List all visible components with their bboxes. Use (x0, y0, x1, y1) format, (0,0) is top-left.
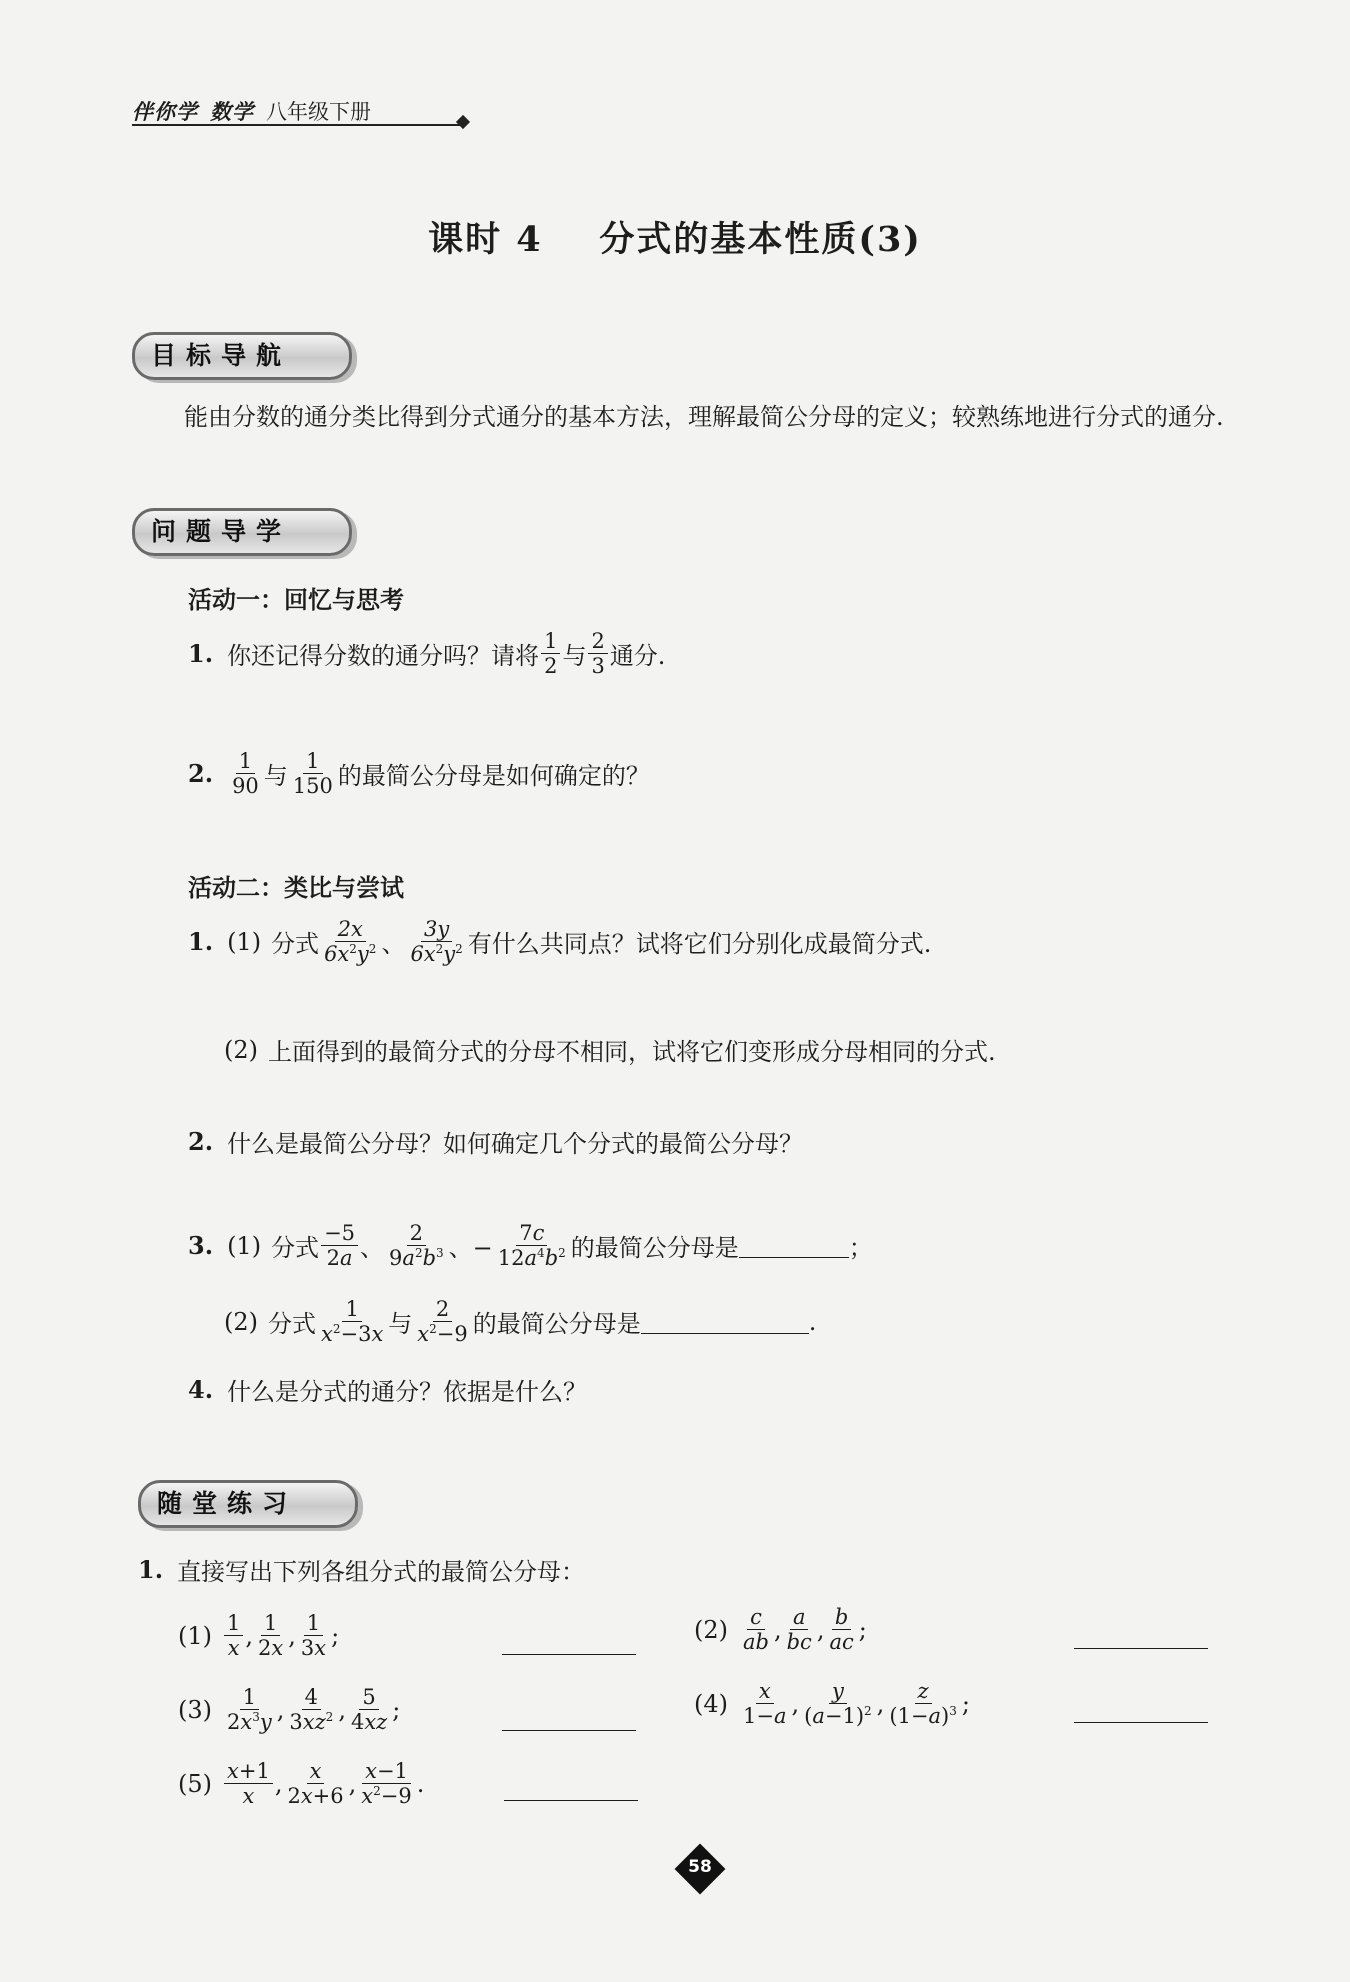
header-diamond-icon (456, 115, 470, 129)
practice-item-4: (4) $\frac{x}{1-a}$ , $\frac{y}{(a-1)^2}$ , $\frac{z}{(1-a)^3}$ ; (694, 1679, 970, 1729)
sub-label: (4) (694, 1689, 728, 1718)
sub-label: (2) (224, 1035, 258, 1064)
practice-q1 (138, 1552, 585, 1587)
q-text: 有什么共同点？试将它们分别化成最简分式. (467, 930, 932, 959)
fraction (588, 630, 607, 677)
fraction: $\frac{-5}{2a}$ (321, 1222, 358, 1269)
denominator: 150 (292, 774, 333, 799)
answer-blank[interactable] (1074, 1722, 1208, 1723)
badge-goals: 目标导航 (132, 332, 352, 380)
q-text: 的最简公分母是 (570, 1234, 739, 1263)
activity2-q3-part2 (224, 1298, 816, 1345)
fraction: $\frac{1}{x^2-3x}$ (321, 1297, 384, 1347)
q-text: 你还记得分数的通分吗？请将 (227, 642, 540, 671)
answer-blank[interactable] (504, 1800, 638, 1801)
q-text: 分式 (268, 1310, 316, 1339)
q-text: 通分. (609, 642, 666, 671)
q-text: ； (848, 1234, 873, 1263)
fraction: $\frac{2}{x^2-9}$ (417, 1297, 468, 1347)
numerator: 1 (303, 750, 322, 774)
subject-name: 数学 (210, 100, 254, 124)
goals-text (132, 394, 1262, 440)
activity2-q3-part1: 3. (1) 分式 $\frac{-5}{2a}$ 、 $\frac{2}{9a^2b^3}$ 、− $\frac{7c}{12a^4b^2}$ 的最简公分母是 ； (188, 1221, 873, 1271)
activity2-q4 (188, 1372, 587, 1407)
fraction: $\frac{7c}{12a^4b^2}$ (497, 1221, 566, 1271)
book-name: 伴你学 (132, 100, 198, 124)
sub-label: (3) (178, 1695, 212, 1724)
activity1-q2 (188, 750, 650, 797)
q-number: 2. (188, 1127, 214, 1156)
header-rule (132, 124, 462, 126)
denominator: 90 (232, 774, 259, 799)
q-text: 与 (388, 1310, 413, 1339)
q-text: 与 (562, 642, 587, 671)
page-number: 58 (688, 1857, 712, 1877)
badge-practice: 随堂练习 (138, 1480, 358, 1528)
sub-label: (1) (227, 1231, 262, 1260)
q-text: 的最简公分母是如何确定的？ (337, 762, 650, 791)
fraction: $\frac{2}{9a^2b^3}$ (389, 1221, 444, 1271)
fraction (541, 630, 560, 677)
badge-guide: 问题导学 (132, 508, 352, 556)
activity2-q2 (188, 1124, 803, 1159)
activity1-title: 活动一：回忆与思考 (188, 586, 404, 614)
denominator: 3 (591, 654, 605, 679)
q-text: 上面得到的最简分式的分母不相同，试将它们变形成分母相同的分式. (268, 1038, 996, 1066)
practice-item-5: (5) $\frac{x+1}{x}$ , $\frac{x}{2x+6}$ , $\frac{x-1}{x^2-9}$ . (178, 1759, 425, 1809)
q-text: 什么是分式的通分？依据是什么？ (227, 1378, 588, 1406)
grade-label: 八年级下册 (266, 100, 371, 124)
q-text: 直接写出下列各组分式的最简公分母： (177, 1558, 586, 1586)
activity2-q1-part1: 1. (1) 分式 $\frac{2x}{6x^2y^2}$ 、 $\frac{3y}{6x^2y^2}$ 有什么共同点？试将它们分别化成最简分式. (188, 917, 932, 967)
fraction (229, 750, 262, 797)
activity1-q1 (188, 630, 665, 677)
practice-item-3: (3) $\frac{1}{2x^3y}$ , $\frac{4}{3xz^2}$ , $\frac{5}{4xz}$ ; (178, 1685, 401, 1735)
q-text: . (808, 1307, 817, 1336)
sub-label: (2) (224, 1307, 258, 1336)
q-number: 1. (188, 639, 214, 669)
goals-sentence: 能由分数的通分类比得到分式通分的基本方法，理解最简公分母的定义；较熟练地进行分式的通分. (184, 403, 1224, 431)
sub-label: (1) (227, 927, 262, 956)
sub-label: (1) (178, 1621, 212, 1650)
q-text: 的最简公分母是 (472, 1310, 641, 1339)
answer-blank[interactable] (739, 1233, 849, 1258)
denominator: 2 (544, 654, 558, 679)
q-number: 3. (188, 1231, 214, 1261)
numerator: 1 (236, 750, 255, 774)
answer-blank[interactable] (502, 1654, 636, 1655)
running-header (132, 96, 371, 126)
answer-blank[interactable] (1074, 1648, 1208, 1649)
answer-blank[interactable] (502, 1730, 636, 1731)
q-text: 分式 (271, 1234, 320, 1263)
practice-item-2: (2) $\frac{c}{ab}$ , $\frac{a}{bc}$ , $\frac{b}{ac}$ ; (694, 1605, 867, 1655)
fraction (290, 750, 336, 797)
sub-label: (5) (178, 1769, 212, 1798)
fraction: $\frac{3y}{6x^2y^2}$ (410, 917, 463, 967)
q-text: 与 (263, 762, 288, 791)
q-number: 1. (138, 1555, 164, 1584)
activity2-q1-part2 (224, 1032, 996, 1067)
page-title: 课时 4 分式的基本性质(3) (428, 219, 922, 260)
answer-blank[interactable] (641, 1309, 809, 1334)
q-number: 4. (188, 1375, 214, 1404)
sub-label: (2) (694, 1615, 728, 1644)
numerator: 2 (588, 630, 607, 654)
practice-item-1: (1) $\frac{1}{x}$ , $\frac{1}{2x}$ , $\frac{1}{3x}$ ; (178, 1611, 340, 1661)
fraction: $\frac{2x}{6x^2y^2}$ (324, 917, 377, 967)
q-text: 分式 (271, 930, 320, 959)
numerator: 1 (541, 630, 560, 654)
activity2-title: 活动二：类比与尝试 (188, 874, 404, 902)
q-text: 什么是最简公分母？如何确定几个分式的最简公分母？ (227, 1130, 804, 1158)
q-number: 1. (188, 927, 214, 957)
q-number: 2. (188, 759, 214, 789)
